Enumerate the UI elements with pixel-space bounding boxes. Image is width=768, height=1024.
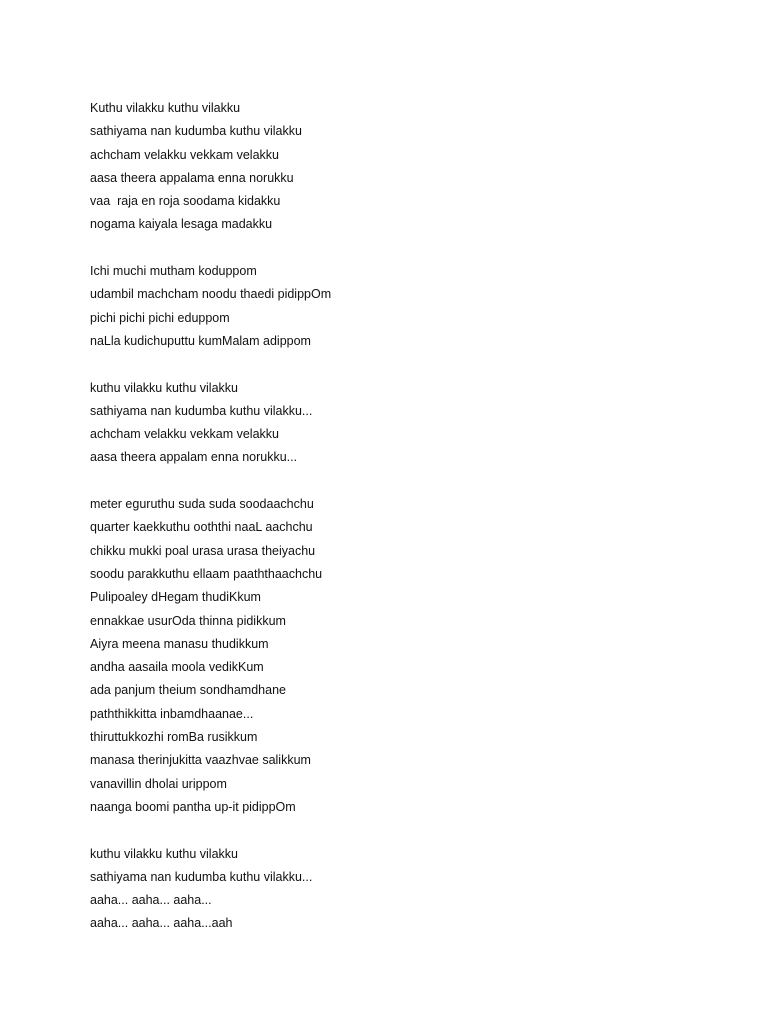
lyric-line: Kuthu vilakku kuthu vilakku <box>90 101 241 115</box>
lyric-line: quarter kaekkuthu ooththi naaL aachchu <box>90 520 313 535</box>
lyric-line: pichi pichi pichi eduppom <box>90 310 230 325</box>
lyric-line: aaha... aaha... aaha...aah <box>90 916 233 931</box>
lyric-line: aasa theera appalama enna norukku <box>90 170 294 185</box>
lyric-line: sathiyama nan kudumba kuthu vilakku... <box>90 403 313 418</box>
lyric-line: achcham velakku vekkam velakku <box>90 147 279 162</box>
lyric-line: naLla kudichuputtu kumMalam adippom <box>90 333 311 348</box>
stanza-2 <box>90 260 730 353</box>
lyric-line: nogama kaiyala lesaga madakku <box>90 217 273 232</box>
lyric-line: kuthu vilakku kuthu vilakku <box>90 846 238 861</box>
lyric-line: ada panjum theium sondhamdhane <box>90 683 286 698</box>
stanza-1 <box>90 97 730 237</box>
lyric-line: vaa raja en roja soodama kidakku <box>90 194 281 209</box>
stanza-gap <box>90 470 730 493</box>
stanza-gap <box>90 819 730 842</box>
lyric-line: thiruttukkozhi romBa rusikkum <box>90 730 258 745</box>
lyric-line: achcham velakku vekkam velakku <box>90 427 279 442</box>
lyrics-document <box>90 97 730 936</box>
lyric-line: aasa theera appalam enna norukku... <box>90 450 298 465</box>
lyric-line: aaha... aaha... aaha... <box>90 893 212 908</box>
lyric-line: vanavillin dholai urippom <box>90 776 227 791</box>
stanza-4 <box>90 493 730 819</box>
lyric-line: naanga boomi pantha up-it pidippOm <box>90 799 296 814</box>
lyric-line: sathiyama nan kudumba kuthu vilakku... <box>90 869 313 884</box>
lyric-line: paththikkitta inbamdhaanae... <box>90 706 254 721</box>
lyric-line: sathiyama nan kudumba kuthu vilakku <box>90 124 302 139</box>
lyric-line: Pulipoaley dHegam thudiKkum <box>90 590 261 605</box>
lyric-line: Ichi muchi mutham koduppom <box>90 264 257 279</box>
stanza-gap <box>90 353 730 376</box>
lyric-line: andha aasaila moola vedikKum <box>90 660 264 675</box>
lyric-line: kuthu vilakku kuthu vilakku <box>90 380 238 395</box>
stanza-gap <box>90 237 730 260</box>
lyric-line: soodu parakkuthu ellaam paaththaachchu <box>90 566 323 581</box>
lyric-line: Aiyra meena manasu thudikkum <box>90 636 269 651</box>
stanza-5 <box>90 843 730 936</box>
stanza-3 <box>90 377 730 470</box>
lyric-line: udambil machcham noodu thaedi pidippOm <box>90 287 332 302</box>
lyric-line: meter eguruthu suda suda soodaachchu <box>90 497 314 512</box>
lyric-line: manasa therinjukitta vaazhvae salikkum <box>90 753 311 768</box>
lyric-line: chikku mukki poal urasa urasa theiyachu <box>90 543 316 558</box>
lyric-line: ennakkae usurOda thinna pidikkum <box>90 613 286 628</box>
